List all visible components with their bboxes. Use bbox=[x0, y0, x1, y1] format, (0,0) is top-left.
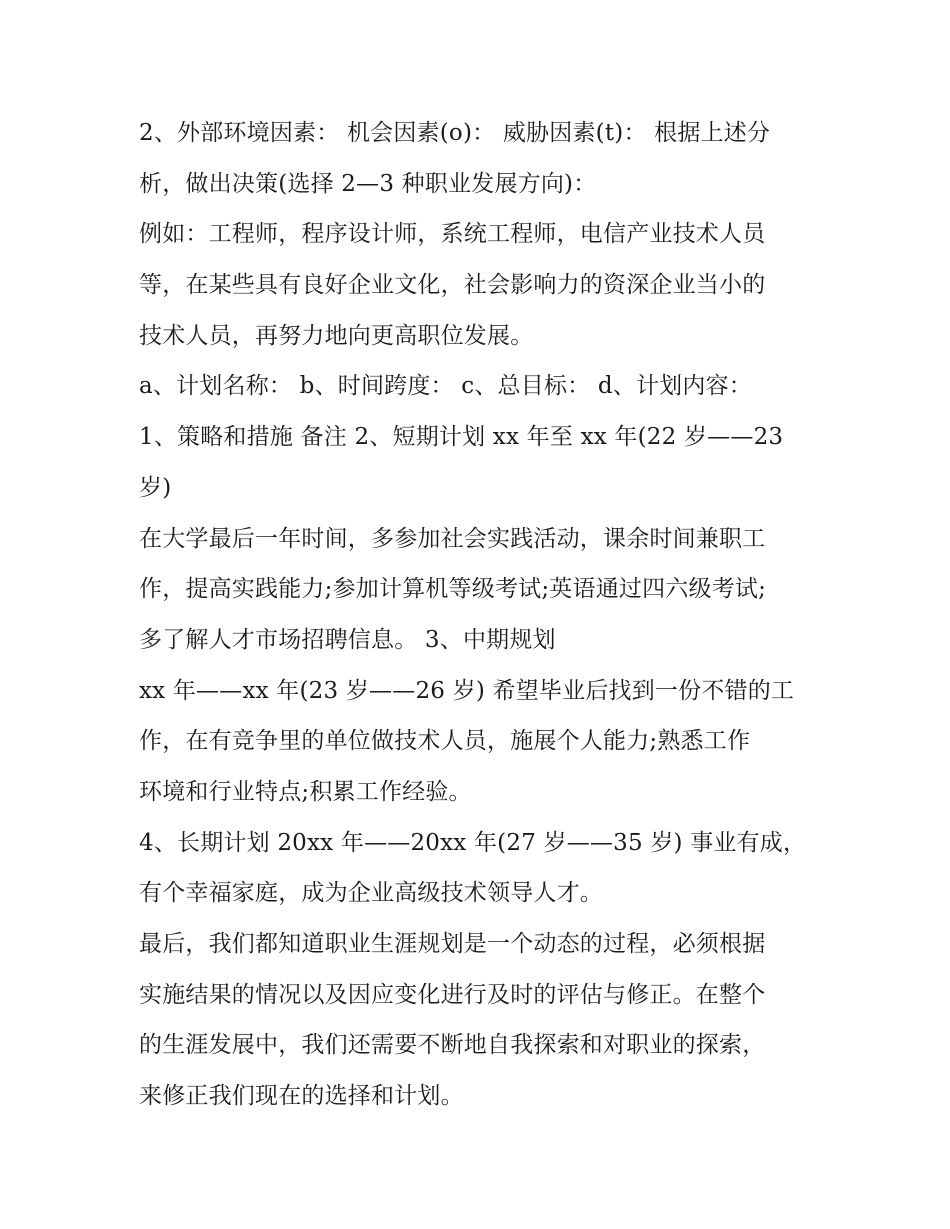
text-line: 技术人员，再努力地向更高职位发展。 bbox=[139, 322, 534, 349]
text-line: a、计划名称： b、时间跨度： c、总目标： d、计划内容： bbox=[139, 373, 752, 400]
text-line: 1、策略和措施 备注 2、短期计划 xx 年至 xx 年(22 岁——23 bbox=[139, 424, 784, 451]
text-line: 2、外部环境因素： 机会因素(o)： 威胁因素(t)： 根据上述分 bbox=[139, 120, 771, 146]
text-line: 例如：工程师，程序设计师，系统工程师，电信产业技术人员 bbox=[139, 221, 766, 248]
text-line: 有个幸福家庭，成为企业高级技术领导人才。 bbox=[139, 880, 603, 907]
text-line: 的生涯发展中，我们还需要不断地自我探索和对职业的探索， bbox=[139, 1032, 766, 1059]
text-line: 作，在有竞争里的单位做技术人员，施展个人能力;熟悉工作 bbox=[139, 728, 751, 755]
text-line: 在大学最后一年时间，多参加社会实践活动，课余时间兼职工 bbox=[139, 525, 766, 552]
text-line: 环境和行业特点;积累工作经验。 bbox=[139, 778, 472, 805]
text-line: 等，在某些具有良好企业文化，社会影响力的资深企业当小的 bbox=[139, 272, 766, 299]
text-line: 岁) bbox=[139, 474, 172, 501]
text-line: 多了解人才市场招聘信息。 3、中期规划 bbox=[139, 626, 556, 653]
text-line: 最后，我们都知道职业生涯规划是一个动态的过程，必须根据 bbox=[139, 931, 766, 957]
text-line: 作，提高实践能力;参加计算机等级考试;英语通过四六级考试; bbox=[139, 576, 767, 603]
text-line: 来修正我们现在的选择和计划。 bbox=[139, 1083, 464, 1110]
text-line: 析，做出决策(选择 2—3 种职业发展方向)： bbox=[139, 170, 597, 197]
text-line: 4、长期计划 20xx 年——20xx 年(27 岁——35 岁) 事业有成， bbox=[139, 829, 807, 856]
text-line: 实施结果的情况以及因应变化进行及时的评估与修正。在整个 bbox=[139, 981, 766, 1008]
document-body bbox=[139, 108, 819, 1122]
text-line: xx 年——xx 年(23 岁——26 岁) 希望毕业后找到一份不错的工 bbox=[139, 677, 795, 704]
